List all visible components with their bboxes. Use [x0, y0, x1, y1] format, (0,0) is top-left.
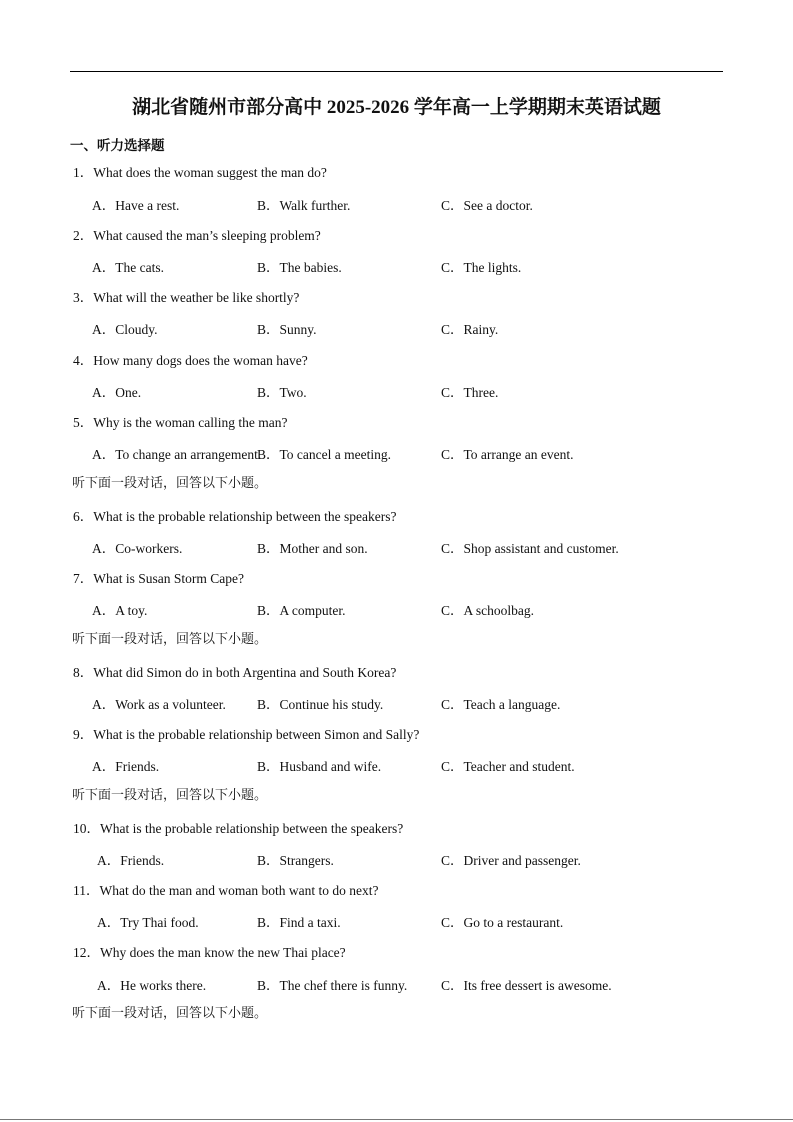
q9-option-a: A．Friends. [92, 759, 160, 774]
q9-option-b: B．Husband and wife. [257, 759, 382, 774]
question-7: 7．What is Susan Storm Cape? [73, 571, 244, 586]
q8-option-b: B．Continue his study. [257, 697, 384, 712]
q3-option-c: C．Rainy. [441, 322, 499, 337]
q6-option-b: B．Mother and son. [257, 541, 368, 556]
q4-option-c: C．Three. [441, 385, 499, 400]
q8-option-c: C．Teach a language. [441, 697, 561, 712]
q6-option-a: A．Co-workers. [92, 541, 183, 556]
q5-option-a: A．To change an arrangement. [92, 447, 262, 462]
listening-instruction-4: 听下面一段对话，回答以下小题。 [72, 1006, 268, 1021]
q12-option-c: C．Its free dessert is awesome. [441, 978, 612, 993]
q1-option-a: A．Have a rest. [92, 198, 180, 213]
q4-option-a: A．One. [92, 385, 142, 400]
q1-option-c: C．See a doctor. [441, 198, 533, 213]
q5-option-c: C．To arrange an event. [441, 447, 574, 462]
listening-instruction-3: 听下面一段对话，回答以下小题。 [72, 788, 268, 803]
q10-option-b: B．Strangers. [257, 853, 334, 868]
question-6: 6．What is the probable relationship between the speakers? [73, 509, 397, 524]
question-4: 4．How many dogs does the woman have? [73, 353, 308, 368]
q2-option-c: C．The lights. [441, 260, 522, 275]
q2-option-a: A．The cats. [92, 260, 164, 275]
q7-option-b: B．A computer. [257, 603, 346, 618]
q10-option-c: C．Driver and passenger. [441, 853, 581, 868]
question-5: 5．Why is the woman calling the man? [73, 415, 288, 430]
q3-option-b: B．Sunny. [257, 322, 317, 337]
question-11: 11．What do the man and woman both want to do next? [73, 883, 379, 898]
listening-instruction-1: 听下面一段对话，回答以下小题。 [72, 476, 268, 491]
q11-option-a: A．Try Thai food. [97, 915, 199, 930]
q12-option-b: B．The chef there is funny. [257, 978, 408, 993]
question-3: 3．What will the weather be like shortly? [73, 290, 300, 305]
q5-option-b: B．To cancel a meeting. [257, 447, 392, 462]
question-12: 12．Why does the man know the new Thai place? [73, 945, 346, 960]
section-heading: 一、听力选择题 [70, 138, 165, 154]
question-9: 9．What is the probable relationship between Simon and Sally? [73, 727, 420, 742]
bottom-rule [0, 1119, 793, 1120]
question-1: 1．What does the woman suggest the man do? [73, 165, 327, 180]
q1-option-b: B．Walk further. [257, 198, 351, 213]
question-8: 8．What did Simon do in both Argentina and South Korea? [73, 665, 397, 680]
q7-option-c: C．A schoolbag. [441, 603, 534, 618]
question-10: 10．What is the probable relationship between the speakers? [73, 821, 404, 836]
q7-option-a: A．A toy. [92, 603, 148, 618]
q10-option-a: A．Friends. [97, 853, 165, 868]
q9-option-c: C．Teacher and student. [441, 759, 575, 774]
q12-option-a: A．He works there. [97, 978, 207, 993]
q2-option-b: B．The babies. [257, 260, 342, 275]
top-rule [70, 71, 723, 72]
q8-option-a: A．Work as a volunteer. [92, 697, 226, 712]
page-title: 湖北省随州市部分高中 2025-2026 学年高一上学期期末英语试题 [132, 97, 661, 118]
q6-option-c: C．Shop assistant and customer. [441, 541, 619, 556]
question-2: 2．What caused the man’s sleeping problem? [73, 228, 321, 243]
q11-option-b: B．Find a taxi. [257, 915, 341, 930]
q11-option-c: C．Go to a restaurant. [441, 915, 564, 930]
q4-option-b: B．Two. [257, 385, 307, 400]
listening-instruction-2: 听下面一段对话，回答以下小题。 [72, 632, 268, 647]
q3-option-a: A．Cloudy. [92, 322, 158, 337]
